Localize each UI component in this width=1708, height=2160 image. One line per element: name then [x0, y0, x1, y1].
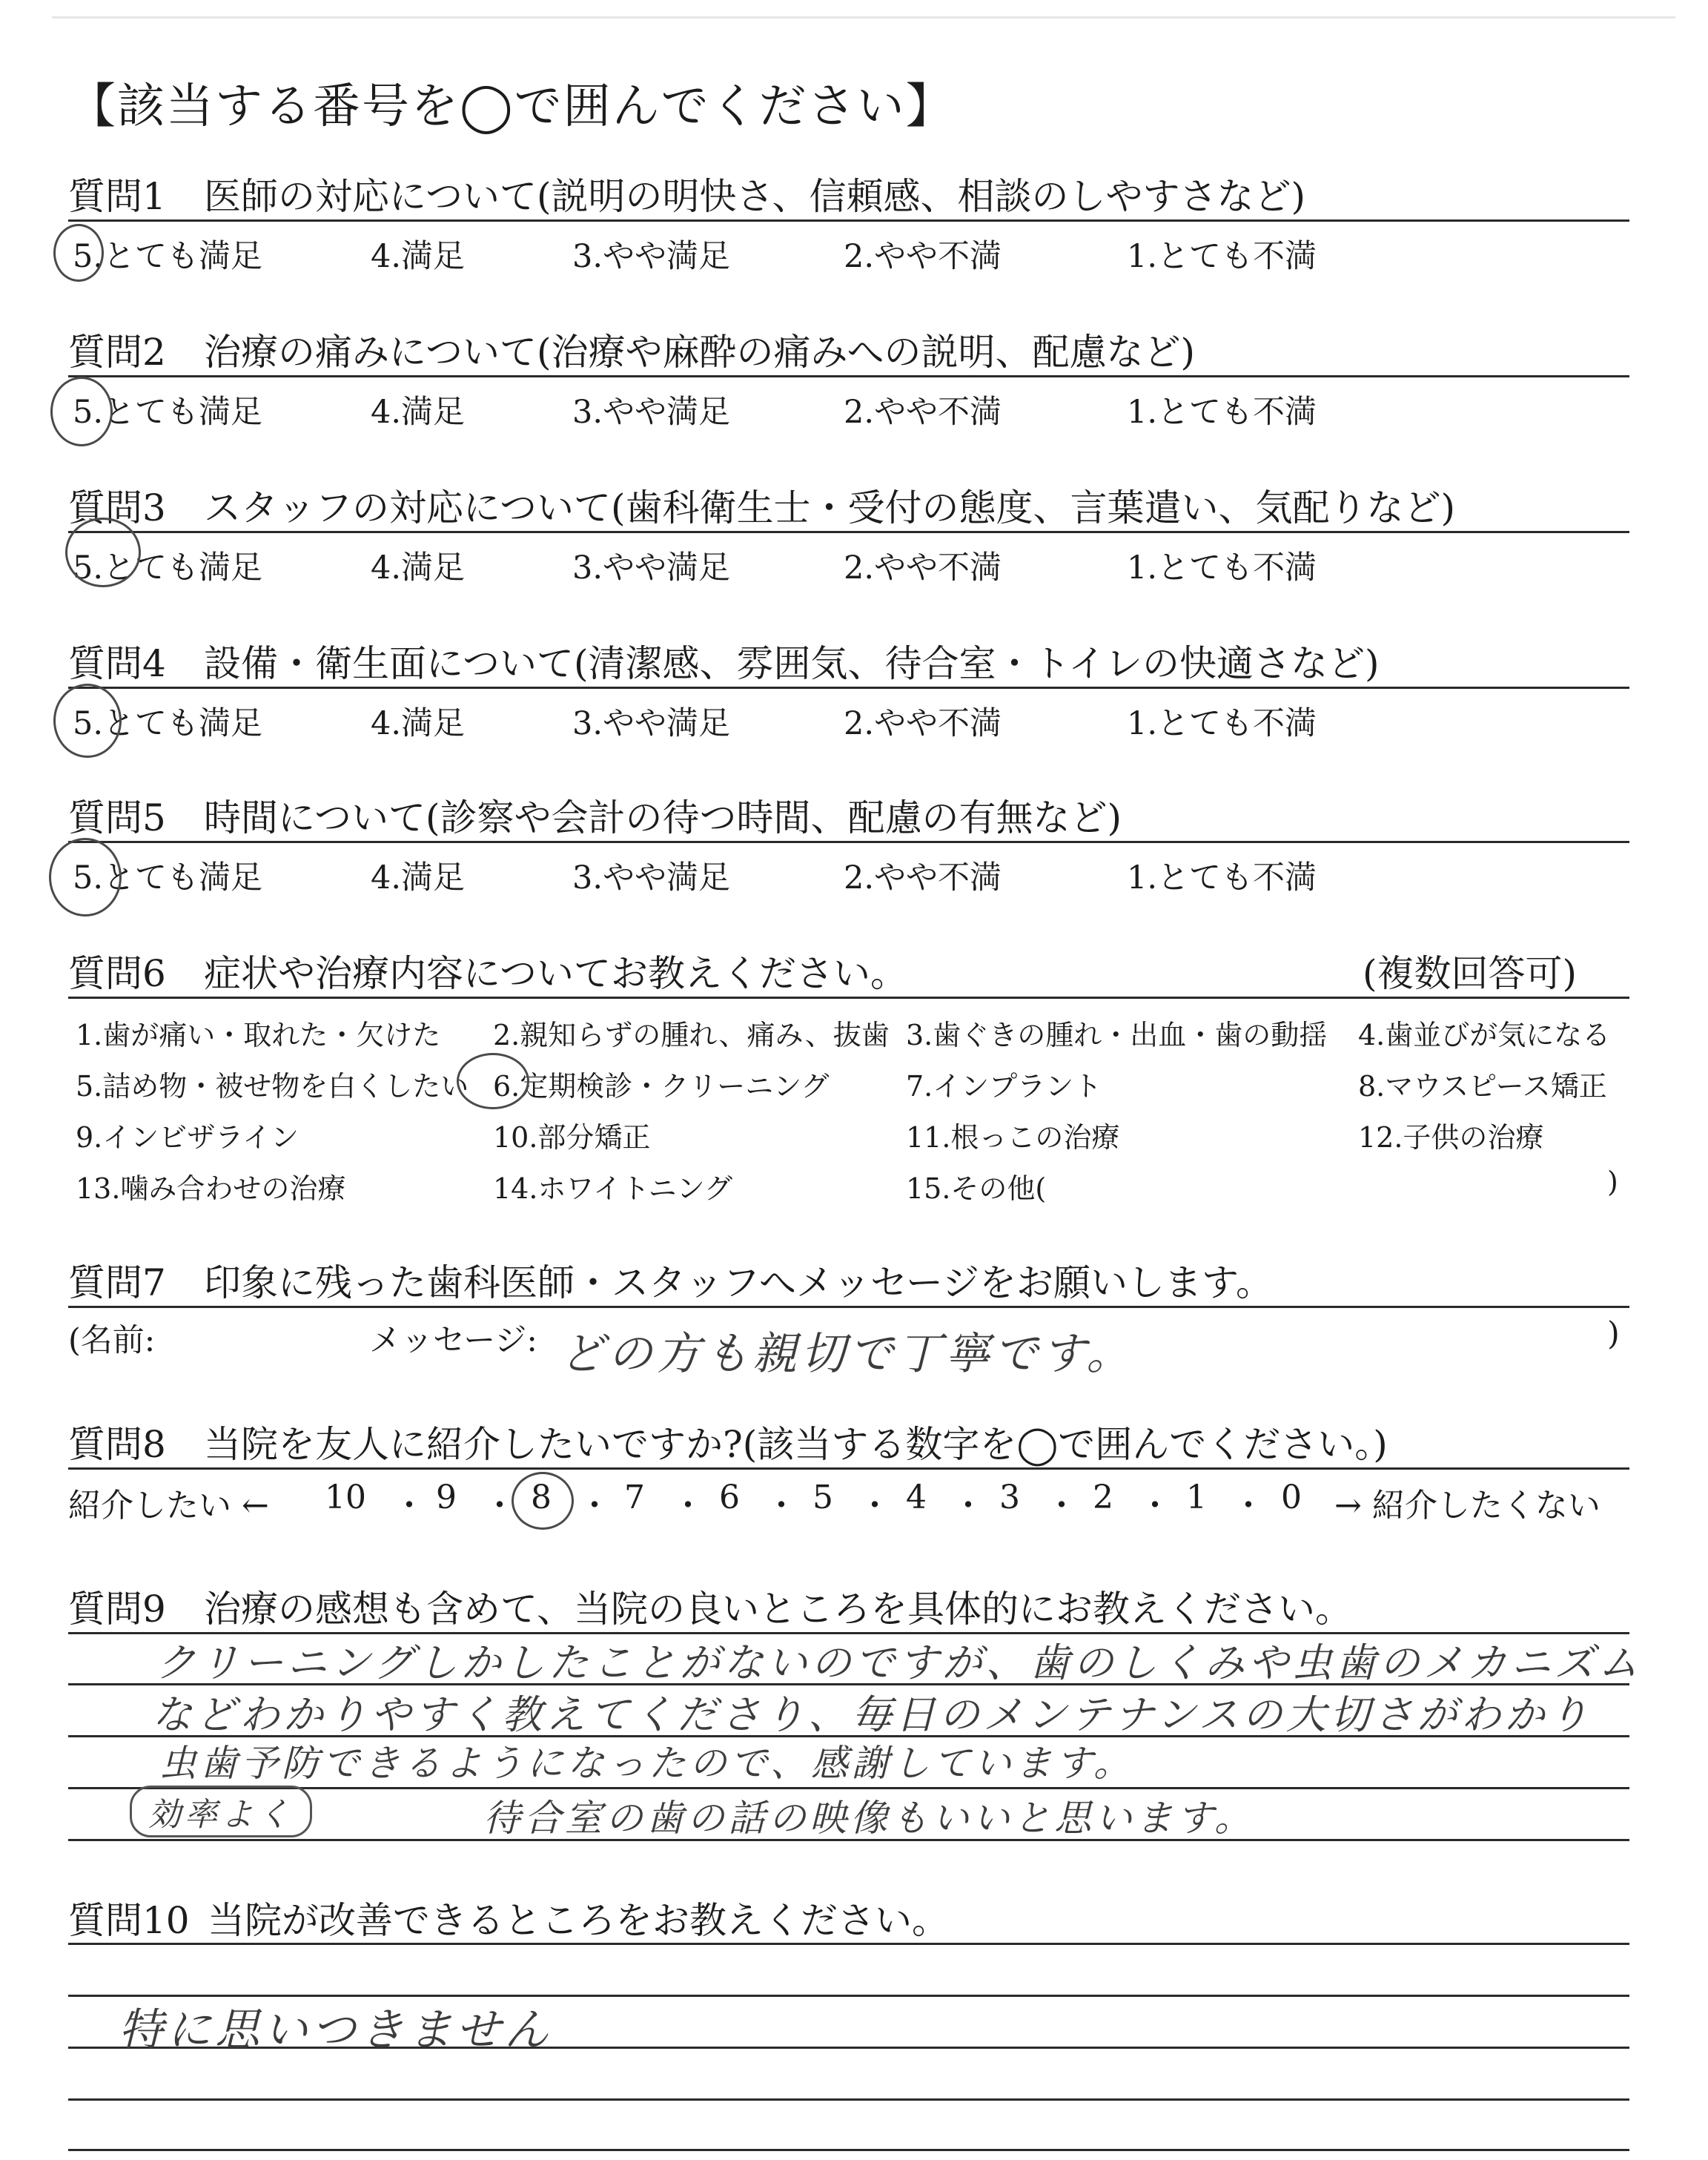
q8-dot: ・ [1139, 1487, 1171, 1525]
question-6-label: 質問6 [68, 952, 166, 995]
question-6-rule [68, 997, 1629, 999]
q8-score-7[interactable]: 7 [624, 1479, 645, 1516]
q7-message-label: メッセージ: [369, 1322, 537, 1359]
q6-selection-circle [457, 1053, 529, 1109]
q8-score-9[interactable]: 9 [436, 1479, 457, 1516]
q4-selection-circle [53, 684, 122, 758]
q2-option-2[interactable]: 2.やや不満 [844, 394, 1002, 431]
q4-option-4[interactable]: 4.満足 [371, 705, 466, 742]
q1-option-1[interactable]: 1.とても不満 [1127, 238, 1317, 275]
q3-option-3[interactable]: 3.やや満足 [572, 549, 731, 587]
q8-left-label: 紹介したい ← [68, 1487, 269, 1525]
q8-dot: ・ [1045, 1487, 1078, 1525]
q1-selection-circle [53, 224, 104, 282]
q6-option-15-close: ) [1607, 1166, 1618, 1198]
question-5-rule [68, 841, 1629, 843]
question-3-label: 質問3 [68, 486, 166, 529]
q8-dot: ・ [1232, 1487, 1265, 1525]
q8-dot: ・ [672, 1487, 704, 1525]
question-9-label: 質問9 [68, 1588, 166, 1631]
q8-dot: ・ [483, 1487, 516, 1525]
q9-answer-line-3: 虫歯予防できるようになったので、感謝しています。 [159, 1742, 1134, 1785]
q5-option-5[interactable]: 5.とても満足 [73, 859, 263, 896]
q8-score-5[interactable]: 5 [812, 1479, 833, 1516]
q8-dot: ・ [393, 1487, 426, 1525]
question-3-text: スタッフの対応について(歯科衛生士・受付の態度、言葉遣い、気配りなど) [204, 486, 1456, 529]
question-8-label: 質問8 [68, 1423, 166, 1466]
question-8-rule [68, 1467, 1629, 1470]
q5-option-2[interactable]: 2.やや不満 [844, 859, 1002, 896]
q4-option-2[interactable]: 2.やや不満 [844, 705, 1002, 742]
q8-selection-circle [512, 1472, 574, 1530]
q6-option-15[interactable]: 15.その他( [906, 1172, 1047, 1205]
q6-option-3[interactable]: 3.歯ぐきの腫れ・出血・歯の動揺 [906, 1019, 1328, 1051]
q2-option-5[interactable]: 5.とても満足 [73, 394, 263, 431]
q6-option-11[interactable]: 11.根っこの治療 [906, 1121, 1120, 1154]
q8-score-3[interactable]: 3 [999, 1479, 1020, 1516]
q6-option-14[interactable]: 14.ホワイトニング [493, 1172, 733, 1205]
question-1-label: 質問1 [68, 175, 166, 218]
question-7-rule [68, 1306, 1629, 1308]
question-10-label: 質問10 [68, 1899, 190, 1942]
q8-dot: ・ [952, 1487, 984, 1525]
question-3-rule [68, 531, 1629, 533]
q3-option-5[interactable]: 5.とても満足 [73, 549, 263, 587]
q8-score-8[interactable]: 8 [531, 1479, 552, 1516]
question-2-label: 質問2 [68, 331, 166, 374]
q6-option-12[interactable]: 12.子供の治療 [1358, 1121, 1544, 1154]
q1-option-5[interactable]: 5.とても満足 [73, 238, 263, 275]
q6-option-9[interactable]: 9.インビザライン [76, 1121, 299, 1154]
question-6-note: (複数回答可) [1363, 952, 1578, 995]
question-8-text: 当院を友人に紹介したいですか?(該当する数字を◯で囲んでください。) [204, 1423, 1388, 1466]
question-4-label: 質問4 [68, 642, 166, 685]
question-7-label: 質問7 [68, 1261, 166, 1304]
q10-rule-4 [68, 2098, 1629, 2101]
q7-close-paren: ) [1607, 1315, 1620, 1353]
q8-score-4[interactable]: 4 [906, 1479, 927, 1516]
q6-option-13[interactable]: 13.噛み合わせの治療 [76, 1172, 346, 1205]
q8-score-0[interactable]: 0 [1281, 1479, 1302, 1516]
question-2-rule [68, 375, 1629, 377]
q2-option-1[interactable]: 1.とても不満 [1127, 394, 1317, 431]
q10-answer: 特に思いつきません [119, 2004, 552, 2056]
q10-rule-5 [68, 2149, 1629, 2151]
q3-option-1[interactable]: 1.とても不満 [1127, 549, 1317, 587]
question-5-text: 時間について(診察や会計の待つ時間、配慮の有無など) [204, 796, 1122, 839]
q4-option-1[interactable]: 1.とても不満 [1127, 705, 1317, 742]
q6-option-6[interactable]: 6.定期検診・クリーニング [493, 1070, 830, 1103]
q6-option-5[interactable]: 5.詰め物・被せ物を白くしたい [76, 1070, 469, 1103]
question-1-text: 医師の対応について(説明の明快さ、信頼感、相談のしやすさなど) [204, 175, 1306, 218]
page-heading: 【該当する番号を◯で囲んでください】 [68, 79, 955, 134]
q6-option-10[interactable]: 10.部分矯正 [493, 1121, 651, 1154]
q8-score-6[interactable]: 6 [719, 1479, 740, 1516]
q6-option-2[interactable]: 2.親知らずの腫れ、痛み、抜歯 [493, 1019, 890, 1051]
q8-score-2[interactable]: 2 [1093, 1479, 1113, 1516]
q3-option-4[interactable]: 4.満足 [371, 549, 466, 587]
question-5-label: 質問5 [68, 796, 166, 839]
q3-option-2[interactable]: 2.やや不満 [844, 549, 1002, 587]
q8-score-1[interactable]: 1 [1186, 1479, 1207, 1516]
question-1-rule [68, 219, 1629, 222]
q2-option-4[interactable]: 4.満足 [371, 394, 466, 431]
question-2-text: 治療の痛みについて(治療や麻酔の痛みへの説明、配慮など) [204, 331, 1196, 374]
q3-selection-circle [65, 518, 141, 587]
q8-dot: ・ [765, 1487, 798, 1525]
q2-selection-circle [50, 377, 113, 446]
q6-option-1[interactable]: 1.歯が痛い・取れた・欠けた [76, 1019, 441, 1051]
q5-selection-circle [49, 838, 122, 916]
q6-option-8[interactable]: 8.マウスピース矯正 [1358, 1070, 1607, 1103]
question-4-rule [68, 687, 1629, 689]
q9-answer-line-1: クリーニングしかしたことがないのですが、歯のしくみや虫歯のメカニズム [156, 1639, 1642, 1686]
q5-option-3[interactable]: 3.やや満足 [572, 859, 731, 896]
q6-option-7[interactable]: 7.インプラント [906, 1070, 1102, 1103]
q8-score-10[interactable]: 10 [325, 1479, 366, 1516]
q5-option-4[interactable]: 4.満足 [371, 859, 466, 896]
q5-option-1[interactable]: 1.とても不満 [1127, 859, 1317, 896]
q1-option-2[interactable]: 2.やや不満 [844, 238, 1002, 275]
q1-option-3[interactable]: 3.やや満足 [572, 238, 731, 275]
q8-right-label: → 紹介したくない [1334, 1487, 1601, 1525]
q9-answer-line-4: 待合室の歯の話の映像もいいと思います。 [483, 1797, 1255, 1840]
top-border [52, 16, 1675, 19]
q2-option-3[interactable]: 3.やや満足 [572, 394, 731, 431]
q10-rule-1 [68, 1943, 1629, 1945]
q1-option-4[interactable]: 4.満足 [371, 238, 466, 275]
question-9-text: 治療の感想も含めて、当院の良いところを具体的にお教えください。 [204, 1588, 1352, 1631]
question-4-text: 設備・衛生面について(清潔感、雰囲気、待合室・トイレの快適さなど) [204, 642, 1380, 685]
q7-name-label: (名前: [68, 1322, 156, 1359]
question-6-text: 症状や治療内容についてお教えください。 [204, 952, 907, 995]
question-7-text: 印象に残った歯科医師・スタッフへメッセージをお願いします。 [204, 1261, 1273, 1304]
q8-dot: ・ [578, 1487, 611, 1525]
q8-dot: ・ [858, 1487, 891, 1525]
q6-option-4[interactable]: 4.歯並びが気になる [1358, 1019, 1611, 1051]
q4-option-3[interactable]: 3.やや満足 [572, 705, 731, 742]
q7-message-handwriting: どの方も親切で丁寧です。 [560, 1328, 1135, 1380]
q4-option-5[interactable]: 5.とても満足 [73, 705, 263, 742]
q9-answer-line-2: などわかりやすく教えてくださり、毎日のメンテナンスの大切さがわかり [152, 1691, 1592, 1738]
q9-boxed-note: 効率よく [130, 1786, 312, 1837]
question-10-text: 当院が改善できるところをお教えください。 [208, 1899, 949, 1942]
